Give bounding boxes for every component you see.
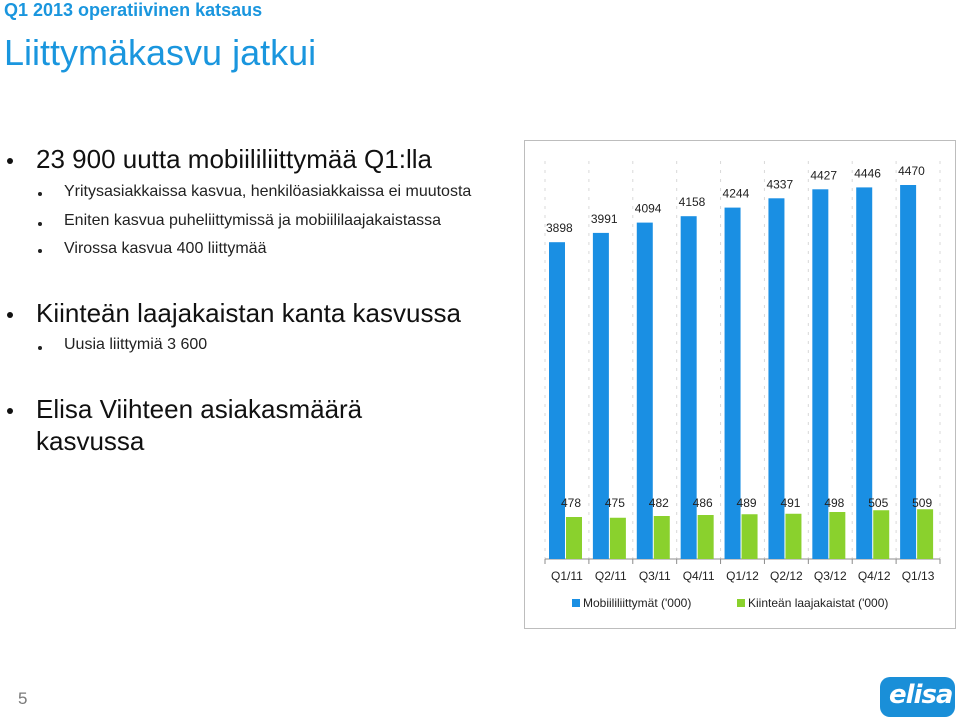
bar-fixed bbox=[742, 514, 758, 559]
logo-text: elisa bbox=[889, 680, 953, 710]
data-label-mobile: 4427 bbox=[810, 168, 838, 183]
data-label-fixed: 509 bbox=[912, 496, 933, 510]
bar-fixed bbox=[610, 518, 626, 559]
sub-bullet-dot bbox=[38, 249, 42, 253]
chart-frame bbox=[524, 140, 956, 629]
x-tick-label: Q2/11 bbox=[594, 569, 627, 583]
elisa-logo bbox=[880, 677, 955, 717]
data-label-mobile: 4446 bbox=[854, 166, 881, 181]
x-tick-label: Q2/12 bbox=[770, 569, 803, 583]
page-number: 5 bbox=[18, 689, 28, 708]
bullet-mobile-growth: 23 900 uutta mobiililiittymää Q1:lla bbox=[36, 144, 432, 174]
x-tick-label: Q1/12 bbox=[726, 569, 759, 583]
bar-mobile bbox=[593, 233, 609, 559]
data-label-mobile: 3898 bbox=[546, 221, 573, 236]
data-label-fixed: 491 bbox=[780, 496, 801, 510]
x-tick-label: Q4/11 bbox=[682, 569, 715, 583]
data-label-fixed: 482 bbox=[648, 496, 669, 510]
legend-label-fixed: Kiinteän laajakaistat ('000) bbox=[748, 596, 889, 610]
sub-bullet-item: Uusia liittymiä 3 600 bbox=[64, 336, 208, 353]
sub-bullet-item: Eniten kasvua puheliittymissä ja mobiililaajakaistassa bbox=[64, 212, 442, 229]
x-tick-label: Q3/12 bbox=[813, 569, 847, 583]
bar-fixed bbox=[873, 510, 889, 559]
bar-fixed bbox=[785, 514, 801, 559]
bar-fixed bbox=[566, 517, 582, 559]
data-label-fixed: 478 bbox=[561, 496, 582, 510]
page-title: Liittymäkasvu jatkui bbox=[4, 32, 317, 73]
bar-chart bbox=[525, 141, 955, 628]
x-tick-label: Q3/11 bbox=[638, 569, 671, 583]
data-label-mobile: 4470 bbox=[898, 164, 925, 178]
bar-fixed bbox=[917, 509, 933, 559]
data-label-fixed: 489 bbox=[736, 496, 757, 510]
bar-fixed bbox=[829, 512, 845, 559]
data-label-fixed: 486 bbox=[692, 496, 713, 510]
sub-bullet-dot bbox=[38, 222, 42, 226]
legend-label-mobile: Mobiililiittymät ('000) bbox=[583, 596, 692, 610]
data-label-mobile: 4158 bbox=[678, 195, 706, 210]
bar-mobile bbox=[549, 242, 565, 559]
x-tick-label: Q1/13 bbox=[901, 569, 935, 583]
data-label-fixed: 498 bbox=[824, 496, 845, 510]
data-label-mobile: 4337 bbox=[766, 177, 794, 192]
bar-fixed bbox=[654, 516, 670, 559]
x-tick-label: Q4/12 bbox=[857, 569, 891, 583]
sub-bullet-item: Yritysasiakkaissa kasvua, henkilöasiakkaissa ei muutosta bbox=[64, 183, 472, 200]
sub-bullet-item: Virossa kasvua 400 liittymää bbox=[64, 240, 267, 257]
data-label-fixed: 475 bbox=[604, 496, 625, 510]
bar-fixed bbox=[698, 515, 714, 559]
bullet-dot bbox=[7, 312, 13, 318]
bullet-dot bbox=[7, 408, 13, 414]
legend-swatch-mobile bbox=[572, 599, 580, 607]
bullet-dot bbox=[7, 158, 13, 164]
bullet-broadband-growth: Kiinteän laajakaistan kanta kasvussa bbox=[36, 298, 461, 328]
bullet-viihde-line2: kasvussa bbox=[36, 426, 145, 456]
sub-bullet-dot bbox=[38, 346, 42, 350]
bullet-viihde-line1: Elisa Viihteen asiakasmäärä bbox=[36, 394, 363, 424]
sub-bullet-dot bbox=[38, 192, 42, 196]
data-label-mobile: 4244 bbox=[722, 186, 750, 201]
x-tick-label: Q1/11 bbox=[551, 569, 583, 583]
data-label-mobile: 3991 bbox=[590, 211, 618, 226]
subtitle: Q1 2013 operatiivinen katsaus bbox=[4, 0, 263, 20]
data-label-mobile: 4094 bbox=[634, 201, 662, 216]
data-label-fixed: 505 bbox=[868, 496, 889, 510]
legend-swatch-fixed bbox=[737, 599, 745, 607]
